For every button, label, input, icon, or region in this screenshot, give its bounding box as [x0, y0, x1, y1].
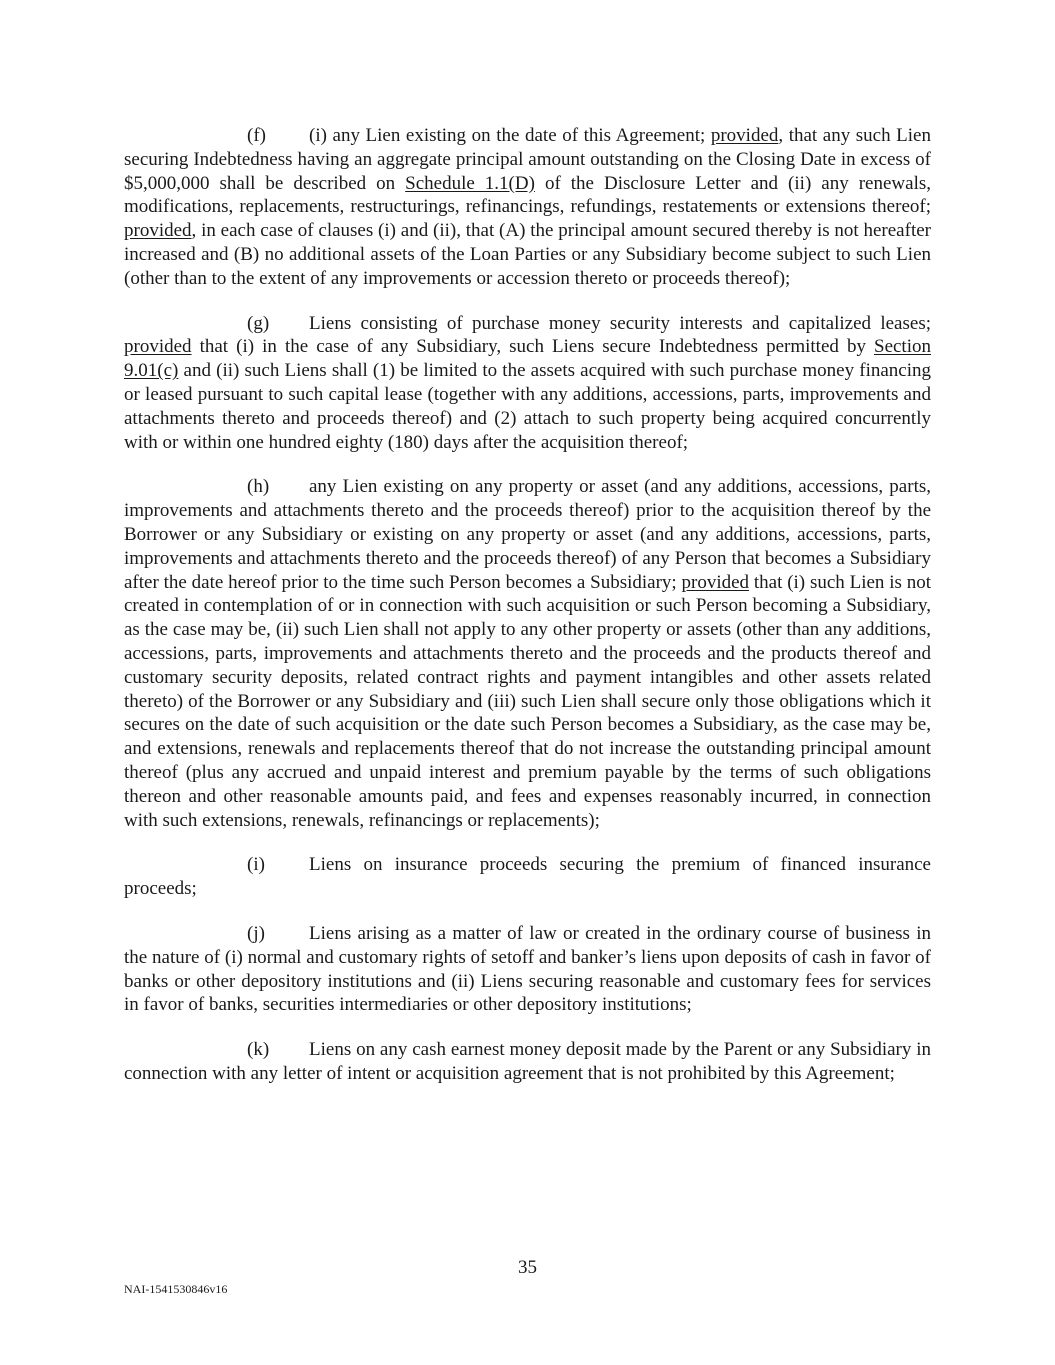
- clause-paragraph: [124, 475, 931, 832]
- clause-label: (k): [247, 1039, 270, 1061]
- document-id: NAI-1541530846v16: [124, 1282, 228, 1296]
- clause-paragraph: [124, 124, 931, 291]
- clause-paragraph: [124, 312, 931, 455]
- clause-text: Liens on insurance proceeds securing the premium of financed insurance proceeds;: [124, 854, 931, 900]
- underlined-term: Section 9.01(c): [124, 336, 931, 382]
- underlined-term: provided: [710, 125, 779, 146]
- clause-text: and (ii) such Liens shall (1) be limited to the assets acquired with such purchase money financing or leased pursuant to such capital lease (together with any additions, accessions, parts, improvements and attachments thereto and proceeds thereof) and (2) attach to such property being acquired concurrently with or within one hundred eighty (180) days after the acquisition thereof;: [124, 360, 931, 453]
- clause-label: (f): [247, 125, 266, 146]
- clause-text: Liens on any cash earnest money deposit made by the Parent or any Subsidiary in connection with any letter of intent or acquisition agreement that is not prohibited by this Agreement;: [124, 1039, 931, 1084]
- document-body: [124, 124, 931, 1107]
- clause-label: (i): [247, 854, 265, 876]
- clause-text: that (i) in the case of any Subsidiary, such Liens secure Indebtedness permitted by: [191, 336, 874, 358]
- clause-text: , in each case of clauses (i) and (ii), that (A) the principal amount secured thereby is not hereafter increased and (B) no additional assets of the Loan Parties or any Subsidiary become subject to such Lien (other than to the extent of any improvements or accession thereto or proceeds thereof);: [124, 220, 931, 289]
- clause-paragraph: [124, 1038, 931, 1086]
- underlined-term: provided: [124, 336, 192, 358]
- clause-paragraph: [124, 922, 931, 1017]
- clause-text: that (i) such Lien is not created in contemplation of or in connection with such acquisition or such Person becoming a Subsidiary, as the case may be, (ii) such Lien shall not apply to any other property or assets (other than any additions, accessions, parts, improvements and attachments thereto and the proceeds and the products thereof and customary security deposits, related contract rights and payment intangibles and other assets related thereto) of the Borrower or any Subsidiary and (iii) such Lien shall secure only those obligations which it secures on the date of such acquisition or the date such Person becomes a Subsidiary, as the case may be, and extensions, renewals and replacements thereof that do not increase the outstanding principal amount thereof (plus any accrued and unpaid interest and premium payable by the terms of such obligations thereon and other reasonable amounts paid, and fees and expenses reasonably incurred, in connection with such extensions, renewals, refinancings or replacements);: [124, 571, 931, 831]
- clause-paragraph: [124, 853, 931, 901]
- underlined-term: provided: [681, 571, 750, 593]
- clause-text: , that any such Lien securing Indebtedness having an aggregate principal amount outstanding on the Closing Date in excess of $5,000,000 shall be described on: [124, 125, 931, 194]
- page-number: 35: [518, 1257, 537, 1278]
- underlined-term: Schedule 1.1(D): [405, 172, 535, 194]
- clause-text: (i) any Lien existing on the date of this Agreement;: [309, 125, 711, 146]
- underlined-term: provided: [124, 220, 192, 242]
- clause-text: of the Disclosure Letter and (ii) any renewals, modifications, replacements, restructurings, refinancings, refundings, restatements or extensions thereof;: [124, 172, 931, 218]
- clause-label: (h): [247, 476, 270, 498]
- clause-label: (g): [247, 312, 270, 334]
- clause-text: Liens consisting of purchase money security interests and capitalized leases;: [309, 312, 931, 334]
- clause-text: Liens arising as a matter of law or created in the ordinary course of business in the nature of (i) normal and customary rights of setoff and banker’s liens upon deposits of cash in favor of banks or other depository institutions and (ii) Liens securing reasonable and customary fees for services in favor of banks, securities intermediaries or other depository institutions;: [124, 922, 931, 1016]
- clause-label: (j): [247, 922, 265, 944]
- clause-text: any Lien existing on any property or asset (and any additions, accessions, parts, improvements and attachments thereto and the proceeds thereof) prior to the acquisition thereof by the Borrower or any Subsidiary or existing on any property or asset (and any additions, accessions, parts, improvements and attachments thereto and the proceeds thereof) of any Person that becomes a Subsidiary after the date hereof prior to the time such Person becomes a Subsidiary;: [124, 476, 931, 593]
